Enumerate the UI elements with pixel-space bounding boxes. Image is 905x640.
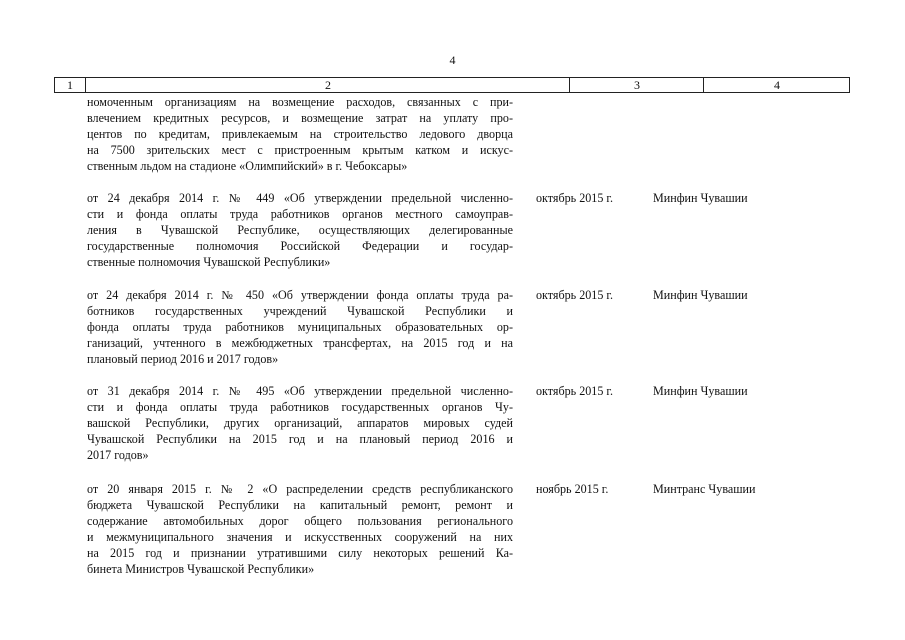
row-description xyxy=(87,481,513,578)
description-line: плановый период 2016 и 2017 годов» xyxy=(87,352,279,367)
row-responsible: Минфин Чувашии xyxy=(653,288,748,302)
description-line: на 2015 год и признании утратившими силу некоторых решений Ка- xyxy=(87,546,513,561)
description-line: центов по кредитам, привлекаемым на строительство ледового дворца xyxy=(87,127,513,142)
row-deadline: октябрь 2015 г. xyxy=(536,288,614,302)
description-line: бюджета Чувашской Республики на капитальный ремонт, ремонт и xyxy=(87,498,513,513)
description-line: сти и фонда оплаты труда работников государственных органов Чу- xyxy=(87,400,513,415)
row-description xyxy=(87,383,513,463)
row-description xyxy=(87,190,513,270)
description-line: ственные полномочия Чувашской Республики» xyxy=(87,255,331,270)
column-header-2: 2 xyxy=(85,78,570,92)
description-line: на 7500 зрительских мест с пристроенным крытым катком и искус- xyxy=(87,143,513,158)
description-line: государственные полномочия Российской Федерации и государ- xyxy=(87,239,513,254)
page-number: 4 xyxy=(449,53,456,67)
column-header-1: 1 xyxy=(67,78,73,92)
row-deadline: октябрь 2015 г. xyxy=(536,384,614,398)
row-responsible: Минфин Чувашии xyxy=(653,384,748,398)
description-line: содержание автомобильных дорог общего пользования регионального xyxy=(87,514,513,529)
description-line: влечением кредитных ресурсов, и возмещение затрат на уплату про- xyxy=(87,111,513,126)
description-line: ботников государственных учреждений Чувашской Республики и xyxy=(87,304,513,319)
column-header-3: 3 xyxy=(569,78,704,92)
description-line: бинета Министров Чувашской Республики» xyxy=(87,562,315,577)
row-deadline: ноябрь 2015 г. xyxy=(536,482,609,496)
description-line: от 31 декабря 2014 г. № 495 «Об утверждении предельной численно- xyxy=(87,384,513,398)
description-line: вашской Республики, других организаций, аппаратов мировых судей xyxy=(87,416,513,431)
description-line: сти и фонда оплаты труда работников органов местного самоуправ- xyxy=(87,207,513,222)
description-line: и межмуниципального значения и искусственных сооружений на них xyxy=(87,530,513,545)
description-line: номоченным организациям на возмещение расходов, связанных с при- xyxy=(87,95,513,109)
row-description xyxy=(87,94,513,174)
description-line: ления в Чувашской Республике, осуществляющих делегированные xyxy=(87,223,513,238)
column-header-4: 4 xyxy=(703,78,850,92)
row-deadline: октябрь 2015 г. xyxy=(536,191,614,205)
description-line: от 24 декабря 2014 г. № 449 «Об утверждении предельной численно- xyxy=(87,191,513,205)
description-line: фонда оплаты труда работников муниципальных образовательных ор- xyxy=(87,320,513,335)
row-responsible: Минфин Чувашии xyxy=(653,191,748,205)
table-header xyxy=(54,77,850,93)
description-line: ганизаций, учтенного в межбюджетных трансфертах, на 2015 год и на xyxy=(87,336,513,351)
row-responsible: Минтранс Чувашии xyxy=(653,482,756,496)
row-description xyxy=(87,287,513,367)
description-line: 2017 годов» xyxy=(87,448,149,463)
description-line: от 24 декабря 2014 г. № 450 «Об утверждении фонда оплаты труда ра- xyxy=(87,288,513,302)
description-line: Чувашской Республики на 2015 год и на плановый период 2016 и xyxy=(87,432,513,447)
description-line: от 20 января 2015 г. № 2 «О распределении средств республиканского xyxy=(87,482,513,496)
description-line: ственным льдом на стадионе «Олимпийский» в г. Чебоксары» xyxy=(87,159,408,174)
